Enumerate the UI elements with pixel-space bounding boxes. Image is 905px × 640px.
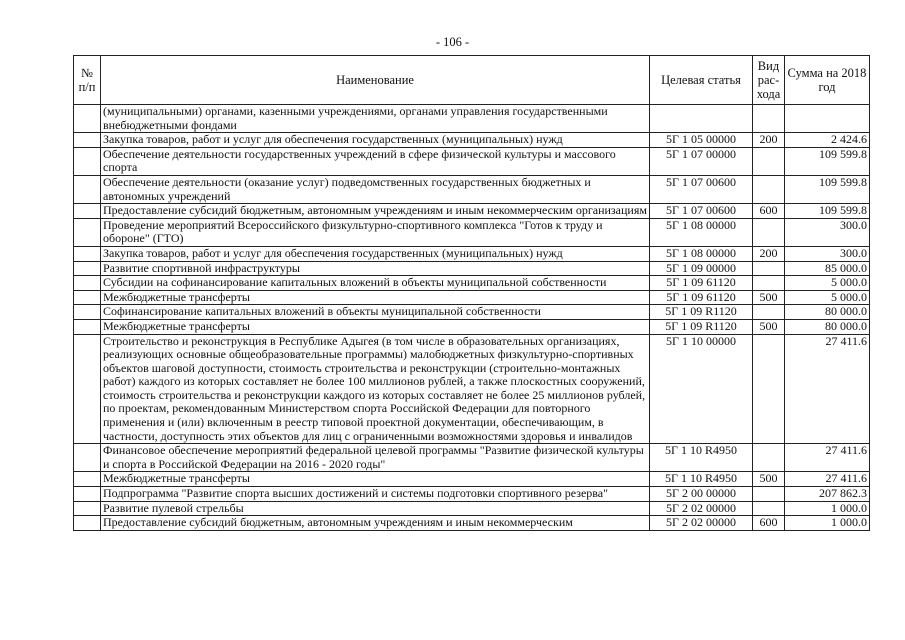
row-number-cell xyxy=(74,516,101,531)
row-name-cell: Проведение мероприятий Всероссийского физкультурно-спортивного комплекса "Готов к труду и обороне" (ГТО) xyxy=(101,218,650,246)
row-target-article-cell: 5Г 1 09 61120 xyxy=(650,290,753,305)
row-name-cell: Развитие спортивной инфраструктуры xyxy=(101,261,650,276)
table-row xyxy=(74,501,870,516)
row-target-article-cell: 5Г 1 09 00000 xyxy=(650,261,753,276)
table-header xyxy=(74,56,870,105)
row-expense-type-cell xyxy=(753,261,785,276)
row-name-cell: Предоставление субсидий бюджетным, автономным учреждениям и иным некоммерческим xyxy=(101,516,650,531)
row-expense-type-cell xyxy=(753,175,785,203)
row-expense-type-cell xyxy=(753,147,785,175)
row-number-cell xyxy=(74,218,101,246)
row-name-cell: Предоставление субсидий бюджетным, автономным учреждениям и иным некоммерческим организациям xyxy=(101,204,650,219)
row-expense-type-cell: 500 xyxy=(753,319,785,334)
row-number-cell xyxy=(74,175,101,203)
row-expense-type-cell xyxy=(753,305,785,320)
row-name-cell: Закупка товаров, работ и услуг для обеспечения государственных (муниципальных) нужд xyxy=(101,133,650,148)
row-expense-type-cell xyxy=(753,444,785,472)
row-target-article-cell: 5Г 1 09 61120 xyxy=(650,276,753,291)
table-row xyxy=(74,218,870,246)
row-sum-cell: 109 599.8 xyxy=(785,175,870,203)
row-sum-cell: 1 000.0 xyxy=(785,501,870,516)
row-number-cell xyxy=(74,487,101,502)
header-row xyxy=(74,56,870,105)
table-row xyxy=(74,276,870,291)
row-target-article-cell: 5Г 1 07 00600 xyxy=(650,175,753,203)
row-sum-cell: 5 000.0 xyxy=(785,276,870,291)
table-body xyxy=(74,105,870,531)
table-row xyxy=(74,305,870,320)
row-number-cell xyxy=(74,147,101,175)
row-name-cell: Подпрограмма "Развитие спорта высших достижений и системы подготовки спортивного резерва" xyxy=(101,487,650,502)
table-row xyxy=(74,334,870,444)
row-target-article-cell: 5Г 2 02 00000 xyxy=(650,516,753,531)
row-expense-type-cell: 200 xyxy=(753,133,785,148)
header-sum-2018: Сумма на 2018 год xyxy=(785,56,870,105)
row-number-cell xyxy=(74,204,101,219)
row-target-article-cell: 5Г 2 00 00000 xyxy=(650,487,753,502)
table-row xyxy=(74,204,870,219)
header-name: Наименование xyxy=(101,56,650,105)
row-expense-type-cell xyxy=(753,501,785,516)
table-row xyxy=(74,175,870,203)
row-target-article-cell: 5Г 1 07 00600 xyxy=(650,204,753,219)
row-expense-type-cell xyxy=(753,487,785,502)
table-row xyxy=(74,487,870,502)
row-expense-type-cell xyxy=(753,334,785,444)
header-expense-type: Вид рас-хода xyxy=(753,56,785,105)
row-sum-cell: 80 000.0 xyxy=(785,305,870,320)
row-expense-type-cell xyxy=(753,276,785,291)
row-number-cell xyxy=(74,261,101,276)
row-sum-cell: 109 599.8 xyxy=(785,204,870,219)
row-expense-type-cell: 600 xyxy=(753,204,785,219)
row-target-article-cell: 5Г 1 09 R1120 xyxy=(650,305,753,320)
row-name-cell: Обеспечение деятельности государственных учреждений в сфере физической культуры и массового спорта xyxy=(101,147,650,175)
table-row xyxy=(74,105,870,133)
row-number-cell xyxy=(74,290,101,305)
row-target-article-cell: 5Г 1 09 R1120 xyxy=(650,319,753,334)
row-name-cell: Строительство и реконструкция в Республике Адыгея (в том числе в образовательных организациях, реализующих основные общеобразовательные программы) малобюджетных физкультурно-спортивных объектов шаговой доступности, стоимость строительства и реконструкции (строительно-монтажных работ) каждого из которых составляет не более 100 миллионов рублей, а также плоскостных сооружений, стоимость строительства и реконструкции каждого из которых составляет не более 25 миллионов рублей, по проектам, рекомендованным Министерством спорта Российской Федерации для повторного применения и (или) включенным в реестр типовой проектной документации, обеспечивающим, в частности, доступность этих объектов для лиц с ограниченными возможностями здоровья и инвалидов xyxy=(101,334,650,444)
row-sum-cell: 109 599.8 xyxy=(785,147,870,175)
row-name-cell: Межбюджетные трансферты xyxy=(101,290,650,305)
table-row xyxy=(74,147,870,175)
row-target-article-cell xyxy=(650,105,753,133)
row-name-cell: (муниципальными) органами, казенными учреждениями, органами управления государственными внебюджетными фондами xyxy=(101,105,650,133)
row-name-cell: Субсидии на софинансирование капитальных вложений в объекты муниципальной собственности xyxy=(101,276,650,291)
row-expense-type-cell xyxy=(753,218,785,246)
row-number-cell xyxy=(74,319,101,334)
header-number: № п/п xyxy=(74,56,101,105)
row-sum-cell xyxy=(785,105,870,133)
table-row xyxy=(74,516,870,531)
row-sum-cell: 5 000.0 xyxy=(785,290,870,305)
row-name-cell: Финансовое обеспечение мероприятий федеральной целевой программы "Развитие физической культуры и спорта в Российской Федерации на 2016 - 2020 годы" xyxy=(101,444,650,472)
table-row xyxy=(74,319,870,334)
table-row xyxy=(74,444,870,472)
row-target-article-cell: 5Г 1 08 00000 xyxy=(650,218,753,246)
row-sum-cell: 27 411.6 xyxy=(785,472,870,487)
row-number-cell xyxy=(74,305,101,320)
row-sum-cell: 80 000.0 xyxy=(785,319,870,334)
table-row xyxy=(74,133,870,148)
row-sum-cell: 27 411.6 xyxy=(785,444,870,472)
row-number-cell xyxy=(74,444,101,472)
table-row xyxy=(74,246,870,261)
row-sum-cell: 300.0 xyxy=(785,246,870,261)
row-name-cell: Софинансирование капитальных вложений в объекты муниципальной собственности xyxy=(101,305,650,320)
row-name-cell: Развитие пулевой стрельбы xyxy=(101,501,650,516)
row-target-article-cell: 5Г 1 07 00000 xyxy=(650,147,753,175)
row-name-cell: Закупка товаров, работ и услуг для обеспечения государственных (муниципальных) нужд xyxy=(101,246,650,261)
row-number-cell xyxy=(74,105,101,133)
table-row xyxy=(74,261,870,276)
row-expense-type-cell: 500 xyxy=(753,290,785,305)
row-expense-type-cell xyxy=(753,105,785,133)
row-sum-cell: 2 424.6 xyxy=(785,133,870,148)
row-number-cell xyxy=(74,246,101,261)
row-number-cell xyxy=(74,334,101,444)
row-name-cell: Межбюджетные трансферты xyxy=(101,319,650,334)
row-expense-type-cell: 500 xyxy=(753,472,785,487)
row-number-cell xyxy=(74,133,101,148)
row-sum-cell: 207 862.3 xyxy=(785,487,870,502)
row-target-article-cell: 5Г 1 05 00000 xyxy=(650,133,753,148)
header-target-article: Целевая статья xyxy=(650,56,753,105)
row-target-article-cell: 5Г 1 08 00000 xyxy=(650,246,753,261)
row-number-cell xyxy=(74,501,101,516)
row-target-article-cell: 5Г 1 10 00000 xyxy=(650,334,753,444)
row-target-article-cell: 5Г 1 10 R4950 xyxy=(650,444,753,472)
row-sum-cell: 85 000.0 xyxy=(785,261,870,276)
row-sum-cell: 300.0 xyxy=(785,218,870,246)
row-expense-type-cell: 600 xyxy=(753,516,785,531)
budget-table xyxy=(73,55,870,531)
row-sum-cell: 27 411.6 xyxy=(785,334,870,444)
row-target-article-cell: 5Г 2 02 00000 xyxy=(650,501,753,516)
row-target-article-cell: 5Г 1 10 R4950 xyxy=(650,472,753,487)
row-number-cell xyxy=(74,276,101,291)
table-row xyxy=(74,472,870,487)
row-number-cell xyxy=(74,472,101,487)
row-name-cell: Межбюджетные трансферты xyxy=(101,472,650,487)
row-sum-cell: 1 000.0 xyxy=(785,516,870,531)
page-number: - 106 - xyxy=(435,35,470,49)
table-row xyxy=(74,290,870,305)
row-expense-type-cell: 200 xyxy=(753,246,785,261)
row-name-cell: Обеспечение деятельности (оказание услуг) подведомственных государственных бюджетных и автономных учреждений xyxy=(101,175,650,203)
